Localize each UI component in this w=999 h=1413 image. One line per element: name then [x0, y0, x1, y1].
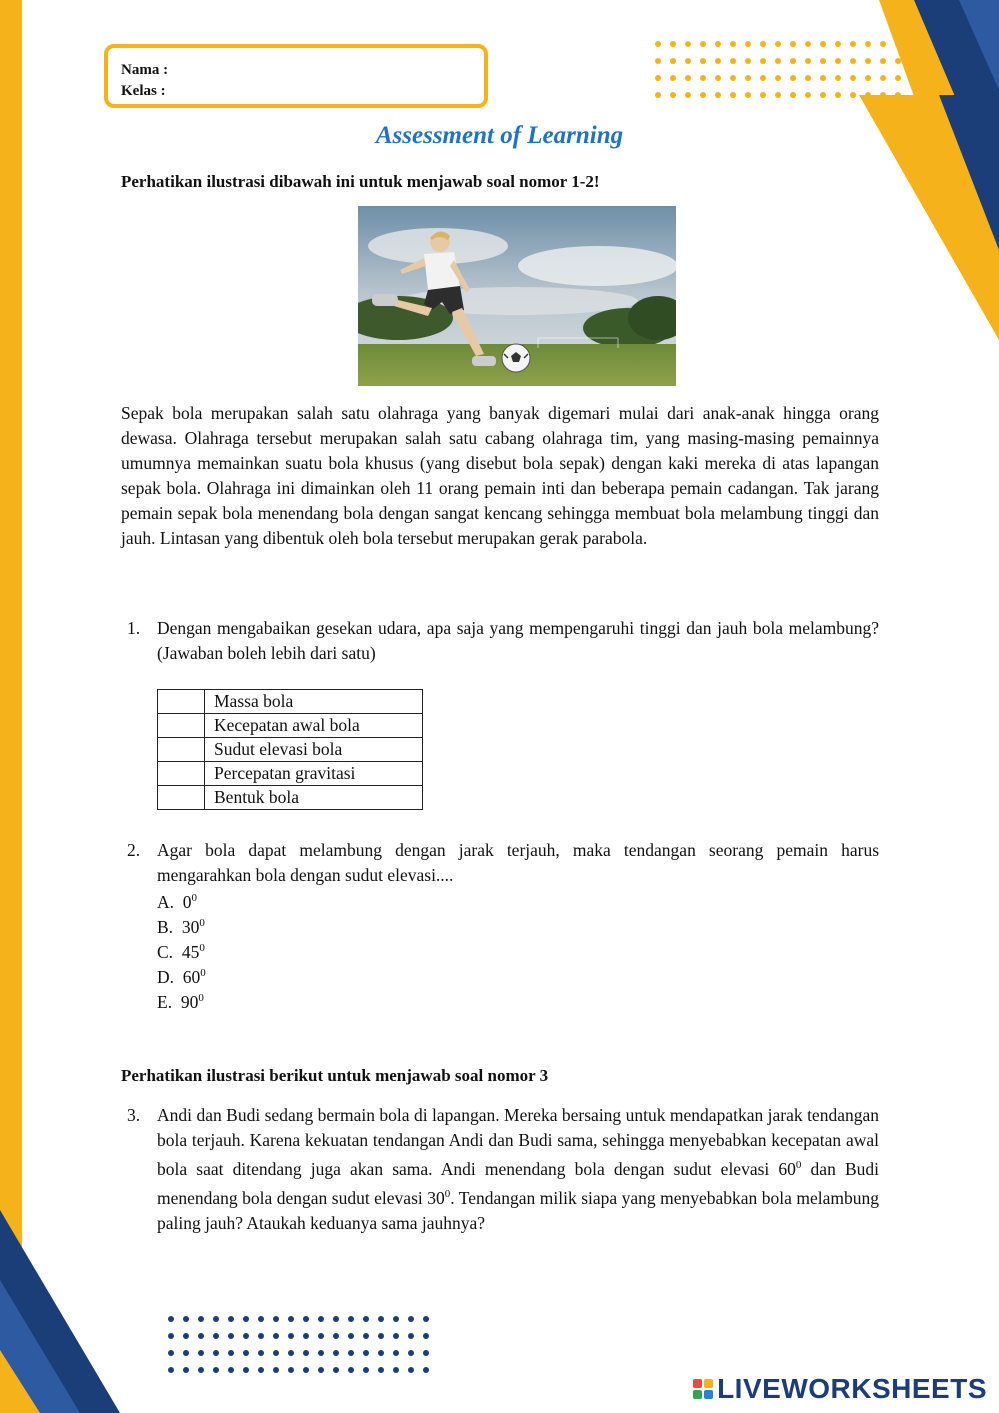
decorative-dot: [880, 92, 886, 98]
decorative-dot: [273, 1350, 279, 1356]
decorative-dot: [685, 75, 691, 81]
decorative-dot: [745, 92, 751, 98]
decorative-dot: [895, 75, 901, 81]
decorative-dot: [805, 58, 811, 64]
decorative-dot: [790, 41, 796, 47]
option-label: Bentuk bola: [205, 786, 423, 810]
decorative-dot: [303, 1350, 309, 1356]
decorative-dot: [835, 92, 841, 98]
decorative-dot: [790, 92, 796, 98]
decorative-dot: [408, 1333, 414, 1339]
table-row: [158, 714, 423, 738]
decorative-dot: [805, 41, 811, 47]
decorative-dot: [348, 1367, 354, 1373]
decorative-dot: [168, 1367, 174, 1373]
liveworksheets-logo: [693, 1373, 987, 1405]
answer-checkbox[interactable]: [158, 786, 205, 810]
logo-squares-icon: [693, 1379, 713, 1399]
decorative-dot: [835, 75, 841, 81]
decorative-dot: [775, 75, 781, 81]
decorative-dot: [168, 1316, 174, 1322]
choice-letter: B.: [157, 916, 174, 937]
choice-letter: A.: [157, 891, 175, 912]
decorative-dot: [423, 1367, 429, 1373]
decorative-dot: [258, 1350, 264, 1356]
decorative-dot: [715, 41, 721, 47]
decorative-dot: [805, 75, 811, 81]
degree-superscript: 0: [444, 1187, 451, 1200]
decorative-dot: [820, 41, 826, 47]
decorative-dot: [213, 1316, 219, 1322]
decorative-dot: [378, 1316, 384, 1322]
decorative-dot: [273, 1367, 279, 1373]
question-3-text: [157, 1103, 879, 1236]
decorative-dot: [333, 1316, 339, 1322]
decorative-dot: [423, 1333, 429, 1339]
decorative-dot: [865, 75, 871, 81]
decorative-dot: [423, 1350, 429, 1356]
decorative-dot: [213, 1350, 219, 1356]
degree-superscript: 0: [198, 992, 204, 1004]
decorative-dot: [303, 1316, 309, 1322]
choice-value: 45: [181, 941, 200, 962]
soccer-kid-photo: [358, 206, 676, 386]
question-1-options-table: [157, 689, 423, 810]
decorative-dot: [670, 92, 676, 98]
decorative-dot: [198, 1316, 204, 1322]
decorative-dot: [685, 92, 691, 98]
decorative-dot: [700, 58, 706, 64]
decorative-dot: [333, 1350, 339, 1356]
decorative-dot: [228, 1333, 234, 1339]
decorative-dot: [895, 58, 901, 64]
decorative-dot: [655, 41, 661, 47]
answer-checkbox[interactable]: [158, 762, 205, 786]
decorative-dot: [408, 1316, 414, 1322]
decorative-dot: [318, 1367, 324, 1373]
decorative-dot: [880, 75, 886, 81]
decorative-dot: [820, 92, 826, 98]
decorative-dot: [288, 1333, 294, 1339]
decorative-dot: [408, 1350, 414, 1356]
blue-dot-pattern: [168, 1316, 438, 1373]
answer-checkbox[interactable]: [158, 690, 205, 714]
logo-text: LIVEWORKSHEETS: [717, 1373, 987, 1404]
decorative-dot: [820, 58, 826, 64]
question-1-number: 1.: [127, 618, 141, 638]
decorative-dot: [243, 1316, 249, 1322]
decorative-dot: [393, 1333, 399, 1339]
decorative-dot: [880, 58, 886, 64]
decorative-dot: [865, 41, 871, 47]
decorative-dot: [790, 75, 796, 81]
degree-superscript: 0: [199, 917, 205, 929]
decorative-dot: [258, 1316, 264, 1322]
table-row: [158, 762, 423, 786]
decorative-dot: [760, 58, 766, 64]
question-3-text-part: . Tendangan milik siapa yang menyebabkan bola melambung paling jauh? Ataukah keduanya sama jauhnya?: [157, 1187, 880, 1233]
decorative-dot: [303, 1367, 309, 1373]
decorative-dot: [850, 75, 856, 81]
question-3-text-part: Andi dan Budi sedang bermain bola di lapangan. Mereka bersaing untuk mendapatkan jarak tendangan bola terjauh. Karena kekuatan tendangan Andi dan Budi sama, sehingga menyebabkan kecepatan awal bola saat ditendang juga akan sama. Andi menendang bola dengan sudut elevasi 60: [157, 1105, 879, 1179]
decorative-dot: [670, 41, 676, 47]
choice-value: 90: [180, 991, 199, 1012]
decorative-dot: [895, 41, 901, 47]
decorative-dot: [318, 1333, 324, 1339]
decorative-dot: [715, 58, 721, 64]
degree-superscript: 0: [191, 892, 198, 904]
question-3-text-part: dan Budi menendang bola dengan sudut elevasi 30: [157, 1158, 879, 1208]
decorative-dot: [685, 41, 691, 47]
decorative-dot: [378, 1367, 384, 1373]
decorative-dot: [655, 75, 661, 81]
decorative-dot: [258, 1333, 264, 1339]
decorative-dot: [273, 1316, 279, 1322]
decorative-dot: [670, 58, 676, 64]
decorative-dot: [318, 1350, 324, 1356]
decorative-dot: [228, 1367, 234, 1373]
decorative-dot: [228, 1316, 234, 1322]
decorative-dot: [363, 1333, 369, 1339]
decorative-dot: [655, 58, 661, 64]
decorative-dot: [393, 1367, 399, 1373]
kelas-label: Kelas :: [121, 83, 166, 99]
decorative-dot: [820, 75, 826, 81]
decorative-dot: [423, 1316, 429, 1322]
decorative-dot: [730, 58, 736, 64]
decorative-dot: [850, 92, 856, 98]
decorative-dot: [243, 1333, 249, 1339]
decorative-dot: [183, 1316, 189, 1322]
decorative-dot: [288, 1367, 294, 1373]
decorative-dot: [895, 92, 901, 98]
table-row: [158, 786, 423, 810]
decorative-dot: [288, 1316, 294, 1322]
decorative-dot: [363, 1316, 369, 1322]
choice-letter: E.: [157, 991, 173, 1012]
choice-value: 30: [181, 916, 200, 937]
decorative-dot: [850, 58, 856, 64]
decorative-dot: [700, 92, 706, 98]
question-1-text: Dengan mengabaikan gesekan udara, apa saja yang mempengaruhi tinggi dan jauh bola melambung? (Jawaban boleh lebih dari satu): [157, 618, 879, 663]
decorative-dot: [835, 41, 841, 47]
decorative-dot: [393, 1350, 399, 1356]
decorative-dot: [243, 1367, 249, 1373]
decorative-dot: [198, 1333, 204, 1339]
decorative-dot: [730, 75, 736, 81]
decorative-dot: [760, 92, 766, 98]
decorative-dot: [880, 41, 886, 47]
decorative-dot: [243, 1350, 249, 1356]
question-3-number: 3.: [127, 1105, 141, 1125]
question-2-number: 2.: [127, 840, 141, 860]
decorative-dot: [198, 1350, 204, 1356]
decorative-dot: [865, 92, 871, 98]
decorative-dot: [213, 1333, 219, 1339]
option-label: Kecepatan awal bola: [205, 714, 423, 738]
choice-letter: D.: [157, 966, 175, 987]
nama-label: Nama :: [121, 62, 169, 78]
decorative-dot: [685, 58, 691, 64]
decorative-dot: [258, 1367, 264, 1373]
decorative-dot: [348, 1316, 354, 1322]
option-label: Percepatan gravitasi: [205, 762, 423, 786]
answer-checkbox[interactable]: [158, 714, 205, 738]
decorative-dot: [333, 1333, 339, 1339]
degree-superscript: 0: [200, 967, 206, 979]
decorative-dot: [333, 1367, 339, 1373]
decorative-dot: [775, 41, 781, 47]
decorative-dot: [393, 1316, 399, 1322]
question-2-text: Agar bola dapat melambung dengan jarak terjauh, maka tendangan seorang pemain harus mengarahkan bola dengan sudut elevasi....: [157, 840, 879, 885]
decorative-dot: [378, 1350, 384, 1356]
decorative-dot: [730, 41, 736, 47]
decorative-dot: [363, 1350, 369, 1356]
table-row: [158, 690, 423, 714]
decorative-dot: [408, 1367, 414, 1373]
answer-checkbox[interactable]: [158, 738, 205, 762]
decorative-dot: [700, 41, 706, 47]
decorative-dot: [378, 1333, 384, 1339]
decorative-dot: [198, 1367, 204, 1373]
choice-e[interactable]: [157, 986, 204, 1015]
decorative-dot: [183, 1350, 189, 1356]
decorative-dot: [730, 92, 736, 98]
decorative-dot: [288, 1350, 294, 1356]
decorative-dot: [865, 58, 871, 64]
decorative-dot: [348, 1350, 354, 1356]
decorative-dot: [745, 58, 751, 64]
decorative-dot: [318, 1316, 324, 1322]
decorative-dot: [790, 58, 796, 64]
instruction-section-1: Perhatikan ilustrasi dibawah ini untuk menjawab soal nomor 1-2!: [121, 172, 600, 191]
choice-letter: C.: [157, 941, 174, 962]
degree-superscript: 0: [795, 1159, 802, 1171]
decorative-dot: [168, 1350, 174, 1356]
decorative-dot: [303, 1333, 309, 1339]
bottom-left-corner-shapes: [0, 1080, 130, 1413]
decorative-dot: [670, 75, 676, 81]
decorative-dot: [655, 92, 661, 98]
intro-paragraph: Sepak bola merupakan salah satu olahraga yang banyak digemari mulai dari anak-anak hingga orang dewasa. Olahraga tersebut merupakan salah satu cabang olahraga tim, yang masing-masing pemainnya umumnya memainkan suatu bola khusus (yang disebut bola sepak) dengan kaki mereka di atas lapangan sepak bola. Olahraga ini dimainkan oleh 11 orang pemain inti dan beberapa pemain cadangan. Tak jarang pemain sepak bola menendang bola dengan sangat kencang sehingga membuat bola melambung tinggi dan jauh. Lintasan yang dibentuk oleh bola tersebut merupakan gerak parabola.: [121, 403, 879, 548]
choice-value: 60: [182, 966, 201, 987]
decorative-dot: [273, 1333, 279, 1339]
decorative-dot: [715, 92, 721, 98]
choice-value: 0: [182, 891, 192, 912]
yellow-dot-pattern: [655, 41, 910, 98]
option-label: Sudut elevasi bola: [205, 738, 423, 762]
decorative-dot: [775, 92, 781, 98]
decorative-dot: [213, 1367, 219, 1373]
decorative-dot: [745, 41, 751, 47]
decorative-dot: [363, 1367, 369, 1373]
decorative-dot: [183, 1367, 189, 1373]
decorative-dot: [348, 1333, 354, 1339]
decorative-dot: [760, 75, 766, 81]
decorative-dot: [850, 41, 856, 47]
decorative-dot: [775, 58, 781, 64]
table-row: [158, 738, 423, 762]
decorative-dot: [168, 1333, 174, 1339]
decorative-dot: [760, 41, 766, 47]
decorative-dot: [700, 75, 706, 81]
decorative-dot: [745, 75, 751, 81]
decorative-dot: [183, 1333, 189, 1339]
instruction-section-2: Perhatikan ilustrasi berikut untuk menjawab soal nomor 3: [121, 1066, 549, 1085]
decorative-dot: [715, 75, 721, 81]
decorative-dot: [805, 92, 811, 98]
page-title: Assessment of Learning: [375, 122, 624, 149]
decorative-dot: [228, 1350, 234, 1356]
decorative-dot: [835, 58, 841, 64]
option-label: Massa bola: [205, 690, 423, 714]
degree-superscript: 0: [199, 942, 205, 954]
